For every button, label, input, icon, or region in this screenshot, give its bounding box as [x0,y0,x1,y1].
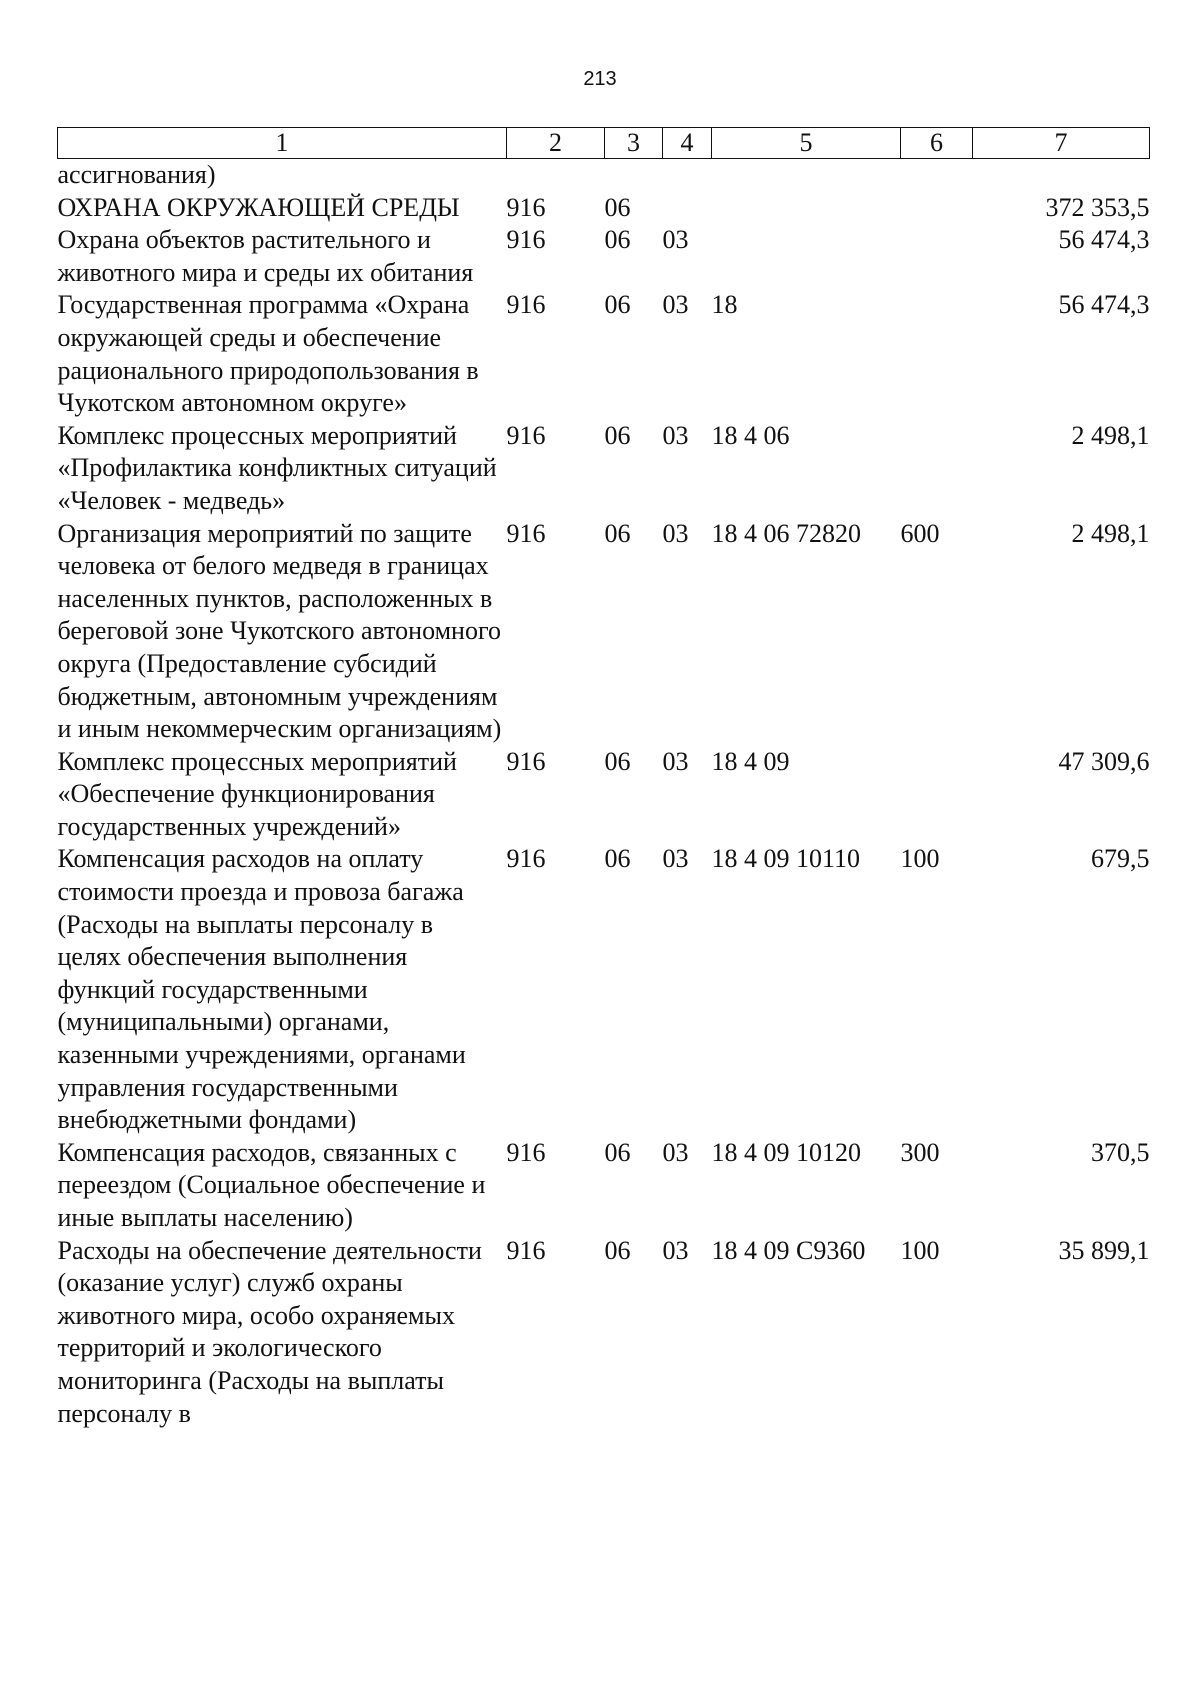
row-section-code: 06 [604,225,631,255]
row-subsection-code [663,159,712,192]
table-header [58,128,1150,159]
row-target-article: 18 4 06 72820 [711,518,861,548]
row-description: Комплекс процессных мероприятий «Обеспечение функционирования государственных учреждений» [57,746,457,841]
row-description: ассигнования) [57,160,216,189]
row-expense-type [901,420,973,518]
row-amount: 2 498,1 [1071,518,1150,548]
row-target-article: 18 4 09 10110 [711,844,861,874]
row-amount: 56 474,3 [1058,225,1150,255]
row-section-code: 06 [604,192,631,222]
row-ministry-code: 916 [506,420,546,450]
row-section-code: 06 [604,844,631,874]
row-target-article [712,192,901,225]
row-section-code: 06 [604,1235,631,1265]
row-expense-type [901,289,973,419]
row-section-code: 06 [604,290,631,320]
row-subsection-code: 03 [662,746,689,776]
row-amount [973,159,1150,192]
table-body [58,159,1150,1431]
row-ministry-code: 916 [506,844,546,874]
table-row [58,159,1150,192]
row-ministry-code: 916 [506,225,546,255]
header-col-5: 5 [712,128,901,159]
row-ministry-code: 916 [506,1235,546,1265]
row-subsection-code: 03 [662,225,689,255]
table-row [58,289,1150,419]
header-col-6: 6 [901,128,973,159]
row-ministry-code: 916 [506,518,546,548]
row-ministry-code: 916 [506,290,546,320]
row-description: ОХРАНА ОКРУЖАЮЩЕЙ СРЕДЫ [57,192,460,222]
row-expense-type [901,159,973,192]
row-description: Охрана объектов растительного и животного мира и среды их обитания [57,225,474,287]
row-description: Комплекс процессных мероприятий «Профилактика конфликтных ситуаций «Человек - медведь» [57,420,497,515]
row-description: Расходы на обеспечение деятельности (оказание услуг) служб охраны животного мира, особо охраняемых территорий и экологического мониторинга (Расходы на выплаты персоналу в [57,1235,482,1428]
row-section-code: 06 [604,746,631,776]
row-description: Компенсация расходов на оплату стоимости проезда и провоза багажа (Расходы на выплаты персоналу в целях обеспечения выполнения функций государственными (муниципальными) органами, казенными учреждениями, органами управления государственными внебюджетными фондами) [57,844,466,1135]
table-row [58,192,1150,225]
table-row [58,843,1150,1136]
row-ministry-code: 916 [506,192,546,222]
row-amount: 372 353,5 [1045,192,1150,222]
table-row [58,518,1150,746]
row-section-code: 06 [604,518,631,548]
page-number: 213 [583,68,617,90]
row-subsection-code: 03 [662,420,689,450]
row-target-article: 18 [711,290,738,320]
row-subsection-code: 03 [662,290,689,320]
row-subsection-code: 03 [662,844,689,874]
row-amount: 370,5 [1091,1137,1150,1167]
row-target-article [712,224,901,289]
row-section-code: 06 [604,420,631,450]
row-description: Компенсация расходов, связанных с переездом (Социальное обеспечение и иные выплаты населению) [57,1137,486,1232]
row-ministry-code: 916 [506,746,546,776]
row-target-article: 18 4 06 [711,420,790,450]
row-description: Организация мероприятий по защите человека от белого медведя в границах населенных пунктов, расположенных в береговой зоне Чукотского автономного округа (Предоставление субсидий бюджетным, автономным учреждениям и иным некоммерческим организациям) [57,518,502,744]
row-ministry-code: 916 [506,1137,546,1167]
row-expense-type: 300 [900,1137,940,1167]
table-row [58,1137,1150,1235]
row-ministry-code [507,159,605,192]
row-section-code: 06 [604,1137,631,1167]
row-subsection-code: 03 [662,518,689,548]
header-col-1: 1 [58,128,507,159]
row-expense-type [901,746,973,844]
row-amount: 35 899,1 [1058,1235,1150,1265]
row-amount: 47 309,6 [1058,746,1150,776]
row-description: Государственная программа «Охрана окружающей среды и обеспечение рационального природопользования в Чукотском автономном округе» [57,290,479,418]
row-expense-type [901,192,973,225]
row-target-article: 18 4 09 С9360 [711,1235,866,1265]
header-col-4: 4 [663,128,712,159]
row-expense-type: 600 [900,518,940,548]
table-row [58,224,1150,289]
row-amount: 2 498,1 [1071,420,1150,450]
budget-table [57,127,1150,1430]
header-col-2: 2 [507,128,605,159]
row-expense-type: 100 [900,844,940,874]
row-expense-type [901,224,973,289]
row-subsection-code [663,192,712,225]
row-subsection-code: 03 [662,1235,689,1265]
row-target-article [712,159,901,192]
header-col-3: 3 [605,128,663,159]
row-target-article: 18 4 09 10120 [711,1137,861,1167]
header-row [58,128,1150,159]
row-section-code [605,159,663,192]
table-row [58,420,1150,518]
row-amount: 679,5 [1091,844,1150,874]
header-col-7: 7 [973,128,1150,159]
table-row [58,1235,1150,1431]
row-subsection-code: 03 [662,1137,689,1167]
row-amount: 56 474,3 [1058,290,1150,320]
table-row [58,746,1150,844]
row-target-article: 18 4 09 [711,746,790,776]
row-expense-type: 100 [900,1235,940,1265]
